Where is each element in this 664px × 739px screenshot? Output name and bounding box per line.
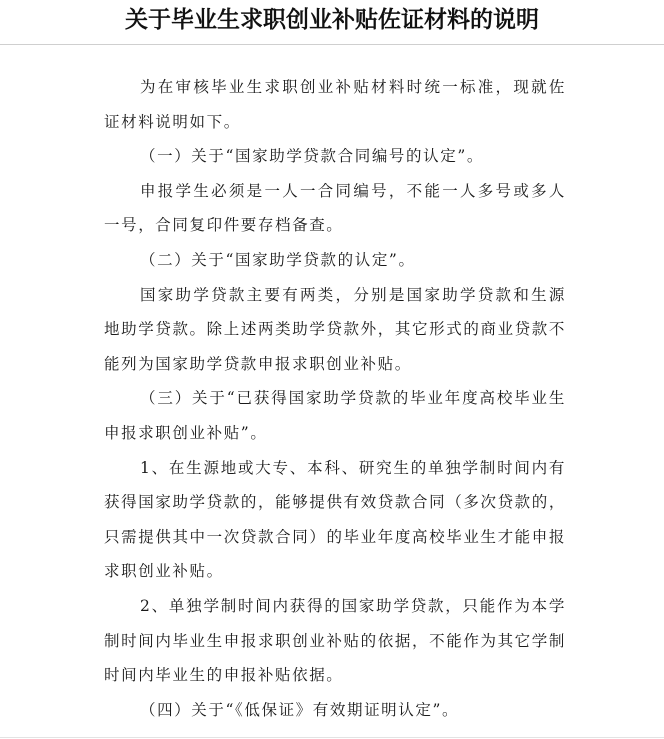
section-paragraph-2: 国家助学贷款主要有两类，分别是国家助学贷款和生源地助学贷款。除上述两类助学贷款外，其它形式的商业贷款不能列为国家助学贷款申报求职创业补贴。 bbox=[104, 285, 566, 373]
section-paragraph-3-item-1: 1、在生源地或大专、本科、研究生的单独学制时间内有获得国家助学贷款的，能够提供有效贷款合同（多次贷款的，只需提供其中一次贷款合同）的毕业年度高校毕业生才能申报求职创业补贴。 bbox=[104, 458, 566, 581]
section-heading-2: （二）关于“国家助学贷款的认定”。 bbox=[140, 250, 416, 269]
page-bottom-edge bbox=[0, 737, 664, 738]
intro-paragraph: 为在审核毕业生求职创业补贴材料时统一标准，现就佐证材料说明如下。 bbox=[104, 78, 566, 131]
section-paragraph-1: 申报学生必须是一人一合同编号，不能一人多号或多人一号，合同复印件要存档备查。 bbox=[104, 181, 566, 235]
section-paragraph-3-item-2: 2、单独学制时间内获得的国家助学贷款，只能作为本学制时间内毕业生申报求职创业补贴的依据，不能作为其它学制时间内毕业生的申报补贴依据。 bbox=[104, 596, 566, 685]
section-heading-4: （四）关于“《低保证》有效期证明认定”。 bbox=[140, 700, 460, 719]
title-divider bbox=[0, 44, 664, 45]
document-title: 关于毕业生求职创业补贴佐证材料的说明 bbox=[125, 7, 539, 33]
document-body bbox=[104, 70, 566, 727]
section-heading-1: （一）关于“国家助学贷款合同编号的认定”。 bbox=[140, 147, 484, 166]
section-heading-3: （三）关于“已获得国家助学贷款的毕业年度高校毕业生申报求职创业补贴”。 bbox=[104, 389, 566, 442]
